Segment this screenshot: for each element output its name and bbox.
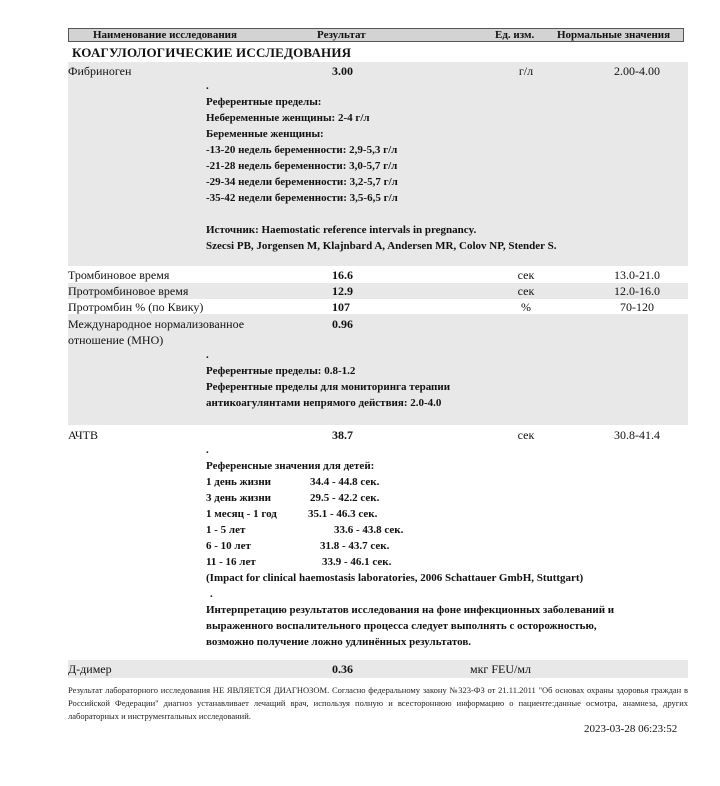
test-unit: сек bbox=[517, 268, 535, 282]
note-line: (Impact for clinical haemostasis laboratories, 2006 Schattauer GmbH, Stuttgart) bbox=[206, 572, 584, 584]
timestamp: 2023-03-28 06:23:52 bbox=[584, 723, 678, 735]
test-result: 3.00 bbox=[332, 64, 353, 78]
child-ref-row: 11 - 16 лет 33.9 - 46.1 сек. bbox=[206, 556, 392, 568]
child-ref-row: 3 день жизни 29.5 - 42.2 сек. bbox=[206, 492, 380, 504]
section-title: КОАГУЛОЛОГИЧЕСКИЕ ИССЛЕДОВАНИЯ bbox=[72, 45, 352, 60]
test-name: Международное нормализованное bbox=[68, 317, 245, 331]
test-unit: г/л bbox=[518, 64, 534, 78]
note-line: Референсные значения для детей: bbox=[206, 460, 375, 472]
disclaimer: Результат лабораторного исследования НЕ ЯВЛЯЕТСЯ ДИАГНОЗОМ. Согласно федеральному закону №323-ФЗ от 21.11.2011 "Об основах охраны здоровья граждан в Российской Федерации" диагноз устанавливает лечащий врач, используя полную и всестороннюю информацию о пациенте:данные осмотра, анамнеза, других лабораторных и инструментальных исследований. bbox=[68, 685, 688, 721]
ddimer-band bbox=[68, 660, 688, 678]
table-header bbox=[68, 28, 684, 42]
fibrinogen-note bbox=[206, 78, 556, 254]
child-ref-row: 1 - 5 лет 33.6 - 43.8 сек. bbox=[206, 524, 404, 536]
test-result: 38.7 bbox=[332, 428, 353, 442]
test-unit: % bbox=[521, 300, 531, 314]
note-line: Референтные пределы: bbox=[206, 96, 322, 108]
note-line: Интерпретацию результатов исследования на фоне инфекционных заболеваний и bbox=[206, 604, 615, 616]
note-line: Референтные пределы для мониторинга терапии bbox=[206, 381, 451, 393]
note-line bbox=[206, 206, 556, 222]
test-norm: 13.0-21.0 bbox=[614, 268, 660, 282]
note-line: Szecsi PB, Jorgensen M, Klajnbard A, Andersen MR, Colov NP, Stender S. bbox=[206, 240, 557, 252]
note-line: антикоагулянтами непрямого действия: 2.0-4.0 bbox=[206, 397, 442, 409]
test-norm: 70-120 bbox=[620, 300, 654, 314]
test-norm: 12.0-16.0 bbox=[614, 284, 660, 298]
note-line: . bbox=[206, 349, 209, 361]
child-ref-row: 1 день жизни 34.4 - 44.8 сек. bbox=[206, 476, 380, 488]
note-line: . bbox=[210, 588, 213, 600]
note-line: возможно получение ложно удлинённых результатов. bbox=[206, 636, 472, 648]
test-unit: сек bbox=[517, 284, 535, 298]
test-result: 16.6 bbox=[332, 268, 353, 282]
test-name: Протромбиновое время bbox=[68, 284, 189, 298]
note-line: . bbox=[206, 80, 209, 92]
note-line: -35-42 недели беременности: 3,5-6,5 г/л bbox=[206, 192, 398, 204]
child-ref-row: 1 месяц - 1 год 35.1 - 46.3 сек. bbox=[206, 508, 378, 520]
note-line: Беременные женщины: bbox=[206, 128, 324, 140]
note-line: -13-20 недель беременности: 2,9-5,3 г/л bbox=[206, 144, 398, 156]
test-name: Тромбиновое время bbox=[68, 268, 170, 282]
test-unit: мкг FEU/мл bbox=[470, 662, 531, 676]
note-line: -21-28 недель беременности: 3,0-5,7 г/л bbox=[206, 160, 398, 172]
test-name: АЧТВ bbox=[68, 428, 98, 442]
header-unit: Ед. изм. bbox=[495, 29, 535, 41]
note-line: Небеременные женщины: 2-4 г/л bbox=[206, 112, 370, 124]
note-line: . bbox=[206, 444, 209, 456]
test-norm: 2.00-4.00 bbox=[614, 64, 660, 78]
child-ref-row: 6 - 10 лет 31.8 - 43.7 сек. bbox=[206, 540, 390, 552]
test-name: Д-димер bbox=[68, 662, 112, 676]
inr-note bbox=[206, 347, 450, 411]
aptt-note bbox=[206, 442, 614, 650]
header-result: Результат bbox=[317, 29, 366, 41]
header-name: Наименование исследования bbox=[93, 29, 237, 41]
test-result: 0.96 bbox=[332, 317, 353, 331]
note-line: -29-34 недели беременности: 3,2-5,7 г/л bbox=[206, 176, 398, 188]
note-line: Референтные пределы: 0.8-1.2 bbox=[206, 365, 356, 377]
test-name: Фибриноген bbox=[68, 64, 132, 78]
test-name: Протромбин % (по Квику) bbox=[68, 300, 204, 314]
test-result: 107 bbox=[332, 300, 350, 314]
test-result: 12.9 bbox=[332, 284, 353, 298]
note-line: выраженного воспалительного процесса следует выполнять с осторожностью, bbox=[206, 620, 597, 632]
note-line: Источник: Haemostatic reference intervals in pregnancy. bbox=[206, 224, 477, 236]
test-unit: сек bbox=[517, 428, 535, 442]
test-name: отношение (МНО) bbox=[68, 333, 164, 347]
test-norm: 30.8-41.4 bbox=[614, 428, 660, 442]
header-norm: Нормальные значения bbox=[557, 29, 671, 41]
test-result: 0.36 bbox=[332, 662, 353, 676]
